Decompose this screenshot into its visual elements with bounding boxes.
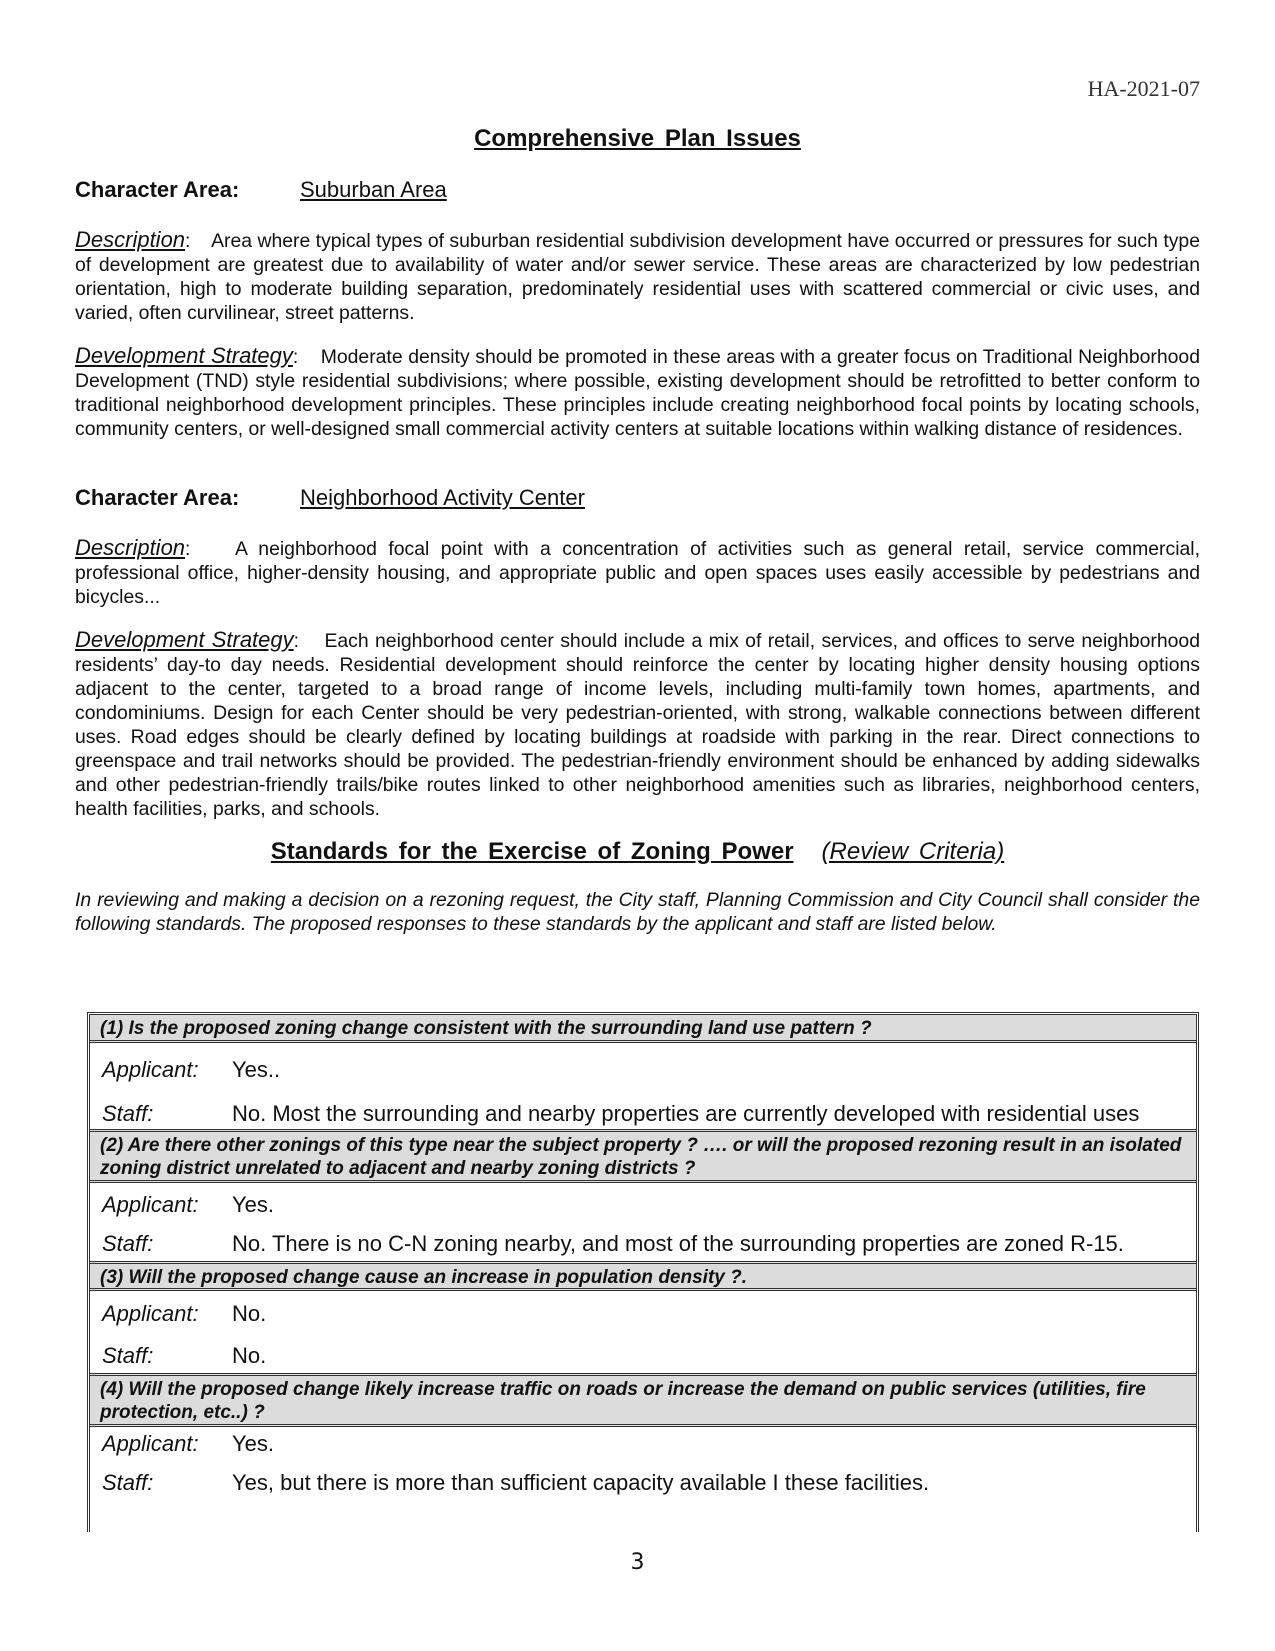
- strategy-label: Development Strategy: [75, 627, 294, 652]
- criteria-table: [87, 1012, 1199, 1532]
- strategy-label: Development Strategy: [75, 343, 293, 368]
- staff-response-1: Staff: No. Most the surrounding and nearby properties are currently developed with residential uses: [102, 1101, 1140, 1126]
- criterion-question-3: (3) Will the proposed change cause an increase in population density ?.: [90, 1261, 1196, 1291]
- description-label: Description: [75, 227, 186, 252]
- description-paragraph-2: Description: A neighborhood focal point with a concentration of activities such as general retail, service commercial, professional office, higher-density housing, and appropriate public and open spaces uses easily accessible by pedestrians and bicycles...: [75, 535, 1200, 608]
- strategy-text: Moderate density should be promoted in these areas with a greater focus on Traditional Neighborhood Development (TND) style residential subdivisions; where possible, existing development should be retrofitted to better conform to traditional neighborhood development principles. These principles include creating neighborhood focal points by locating schools, community centers, or well-designed small commercial activity centers at suitable locations within walking distance of residences.: [75, 346, 1201, 440]
- standards-intro: In reviewing and making a decision on a rezoning request, the City staff, Planning Commission and City Council shall consider the following standards. The proposed responses to these standards by the applicant and staff are listed below.: [75, 889, 1200, 935]
- strategy-paragraph-2: Development Strategy: Each neighborhood center should include a mix of retail, services, and offices to serve neighborhood residents’ day-to day needs. Residential development should reinforce the center by locating higher density housing options adjacent to the center, targeted to a broad range of income levels, including multi-family town homes, apartments, and condominiums. Design for each Center should be very pedestrian-oriented, with strong, walkable connections between different uses. Road edges should be clearly defined by locating buildings at roadside with parking in the rear. Direct connections to greenspace and trail networks should be provided. The pedestrian-friendly environment should be enhanced by adding sidewalks and other pedestrian-friendly trails/bike routes linked to other neighborhood amenities such as libraries, neighborhood centers, health facilities, parks, and schools.: [75, 627, 1200, 820]
- description-text: Area where typical types of suburban residential subdivision development have occurred or pressures for such type of development are greatest due to availability of water and/or sewer service. These areas are characterized by low pedestrian orientation, high to moderate building separation, predominately residential uses with scattered commercial or civic uses, and varied, often curvilinear, street patterns.: [75, 230, 1200, 324]
- section-title-comprehensive-plan: Comprehensive Plan Issues: [474, 125, 801, 152]
- zoning-standards-title: Standards for the Exercise of Zoning Power: [270, 838, 794, 865]
- character-area-value: Suburban Area: [300, 177, 447, 202]
- case-number: HA-2021-07: [1087, 76, 1200, 101]
- character-area-value: Neighborhood Activity Center: [300, 485, 585, 510]
- staff-response-4: Staff: Yes, but there is more than sufficient capacity available I these facilities.: [102, 1470, 930, 1495]
- review-criteria-subtitle: (Review Criteria): [821, 838, 1005, 865]
- strategy-paragraph-1: Development Strategy: Moderate density should be promoted in these areas with a greater focus on Traditional Neighborhood Development (TND) style residential subdivisions; where possible, existing development should be retrofitted to better conform to traditional neighborhood development principles. These principles include creating neighborhood focal points by locating schools, community centers, or well-designed small commercial activity centers at suitable locations within walking distance of residences.: [75, 343, 1201, 440]
- section-title-zoning-standards: [0, 838, 1275, 866]
- applicant-response-3: Applicant: No.: [102, 1301, 267, 1326]
- staff-response-3: Staff: No.: [102, 1343, 267, 1368]
- page-number: 3: [630, 1550, 645, 1575]
- character-area-label: Character Area:: [75, 485, 240, 510]
- staff-response-2: Staff: No. There is no C-N zoning nearby, and most of the surrounding properties are zoned R-15.: [102, 1231, 1124, 1256]
- strategy-text: Each neighborhood center should include a mix of retail, services, and offices to serve neighborhood residents’ day-to day needs. Residential development should reinforce the center by locating higher density housing options adjacent to the center, targeted to a broad range of income levels, including multi-family town homes, apartments, and condominiums. Design for each Center should be very pedestrian-oriented, with strong, walkable connections between different uses. Road edges should be clearly defined by locating buildings at roadside with parking in the rear. Direct connections to greenspace and trail networks should be provided. The pedestrian-friendly environment should be enhanced by adding sidewalks and other pedestrian-friendly trails/bike routes linked to other neighborhood amenities such as libraries, neighborhood centers, health facilities, parks, and schools.: [75, 630, 1200, 820]
- criterion-question-4: (4) Will the proposed change likely increase traffic on roads or increase the demand on public services (utilities, fire protection, etc..) ?: [90, 1373, 1196, 1427]
- applicant-response-4: Applicant: Yes.: [102, 1431, 275, 1456]
- description-text: A neighborhood focal point with a concentration of activities such as general retail, service commercial, professional office, higher-density housing, and appropriate public and open spaces uses easily accessible by pedestrians and bicycles...: [75, 538, 1200, 608]
- applicant-response-2: Applicant: Yes.: [102, 1192, 275, 1217]
- description-paragraph-1: Description: Area where typical types of suburban residential subdivision development have occurred or pressures for such type of development are greatest due to availability of water and/or sewer service. These areas are characterized by low pedestrian orientation, high to moderate building separation, predominately residential uses with scattered commercial or civic uses, and varied, often curvilinear, street patterns.: [75, 227, 1200, 324]
- description-label: Description: [75, 535, 186, 560]
- applicant-response-1: Applicant: Yes..: [102, 1057, 281, 1082]
- character-area-label: Character Area:: [75, 177, 240, 202]
- criterion-question-2: (2) Are there other zonings of this type near the subject property ? …. or will the proposed rezoning result in an isolated zoning district unrelated to adjacent and nearby zoning districts ?: [90, 1129, 1196, 1183]
- character-area-2: [75, 485, 585, 511]
- character-area-1: [75, 177, 447, 203]
- criterion-question-1: (1) Is the proposed zoning change consistent with the surrounding land use pattern ?: [90, 1015, 1196, 1043]
